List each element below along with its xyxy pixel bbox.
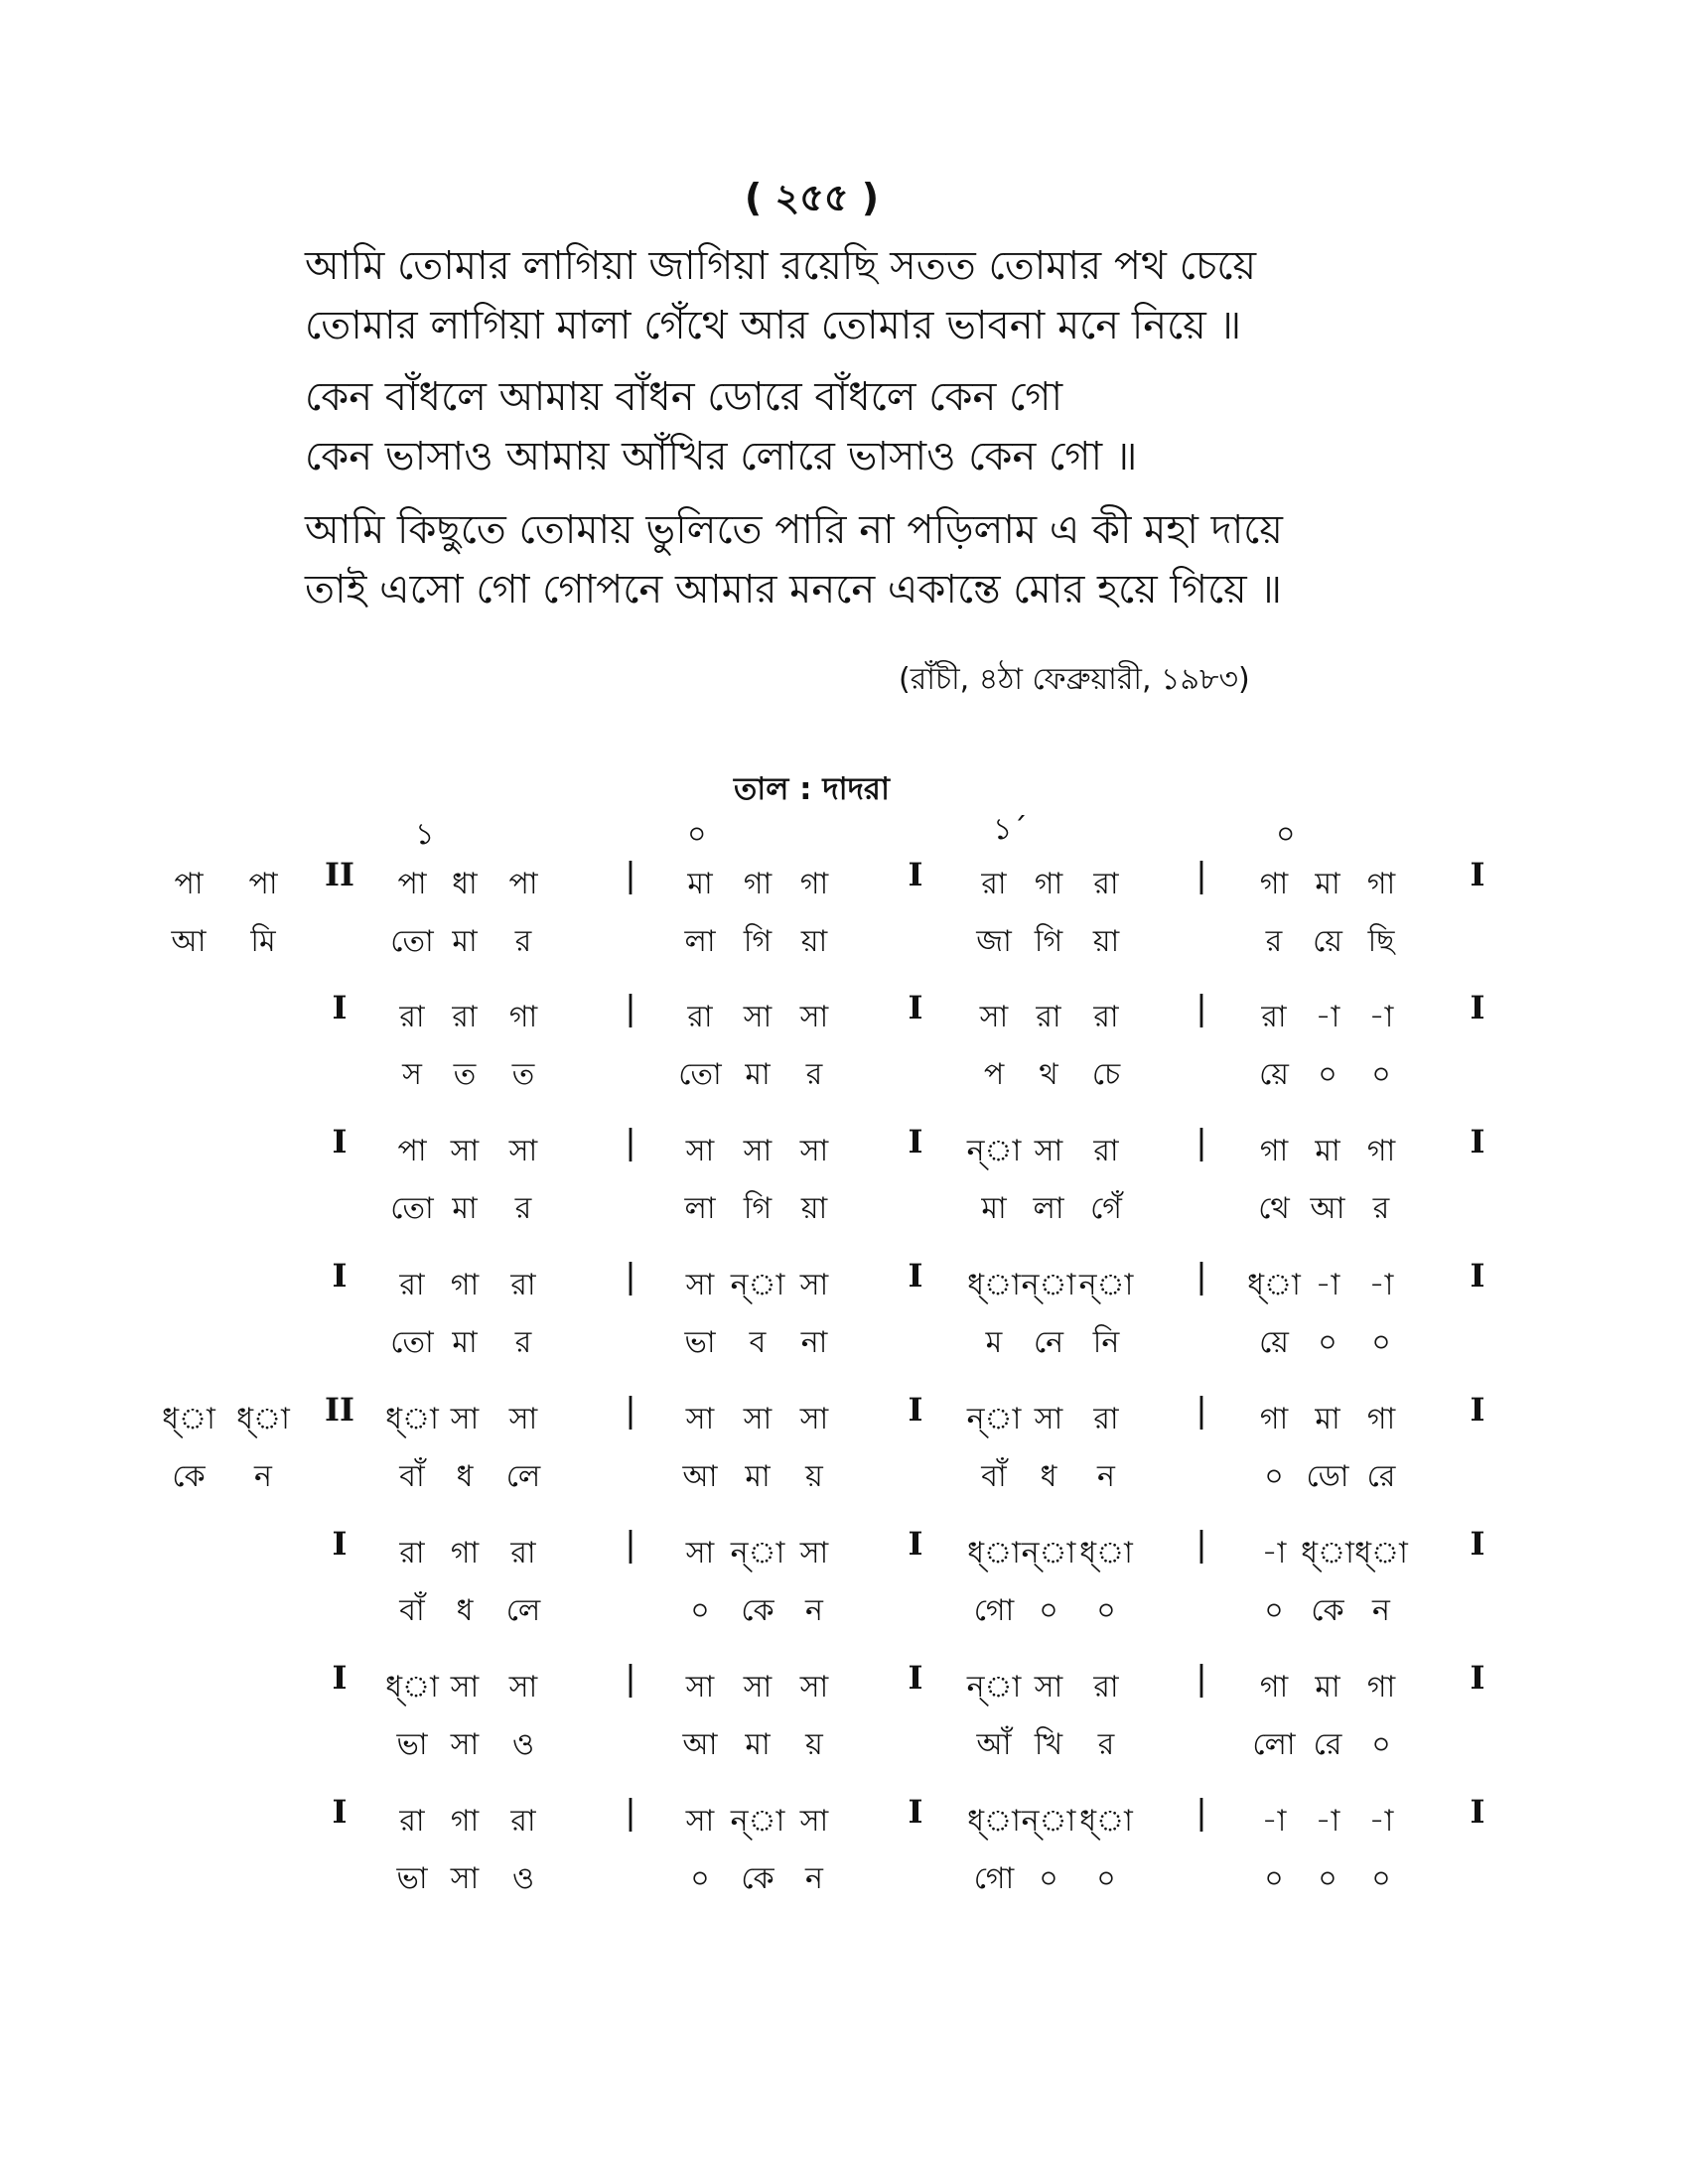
major-bar: I — [908, 1659, 923, 1697]
note: ধ্‌া — [967, 1268, 1021, 1302]
lyric-syllable: সা — [450, 1727, 480, 1762]
note: সা — [799, 1402, 829, 1436]
note: রা — [687, 1000, 713, 1034]
lyric-syllable: র — [1265, 924, 1283, 959]
lyric-syllable: গি — [743, 924, 773, 959]
note: গা — [1259, 867, 1289, 901]
start-bar: I — [332, 1257, 348, 1295]
lyric-syllable: বাঁ — [981, 1459, 1007, 1494]
lyric-syllable: ০ — [1096, 1593, 1116, 1628]
note: মা — [1315, 867, 1340, 901]
note: সা — [743, 1402, 773, 1436]
note: পা — [397, 1134, 427, 1168]
lyric-syllable: র — [805, 1057, 823, 1092]
note: সা — [685, 1536, 715, 1570]
pickup-lyric: কে — [172, 1459, 206, 1494]
major-bar: I — [1470, 1525, 1485, 1563]
lyric-syllable: ০ — [690, 1861, 710, 1896]
note: ন্‌া — [730, 1804, 785, 1839]
lyric-syllable: য়ে — [1259, 1325, 1289, 1360]
lyric-syllable: ভা — [684, 1325, 716, 1360]
note: গা — [1366, 1134, 1396, 1168]
lyric-syllable: ০ — [1371, 1861, 1391, 1896]
lyric-line-2: তোমার লাগিয়া মালা গেঁথে আর তোমার ভাবনা মনে নিয়ে ॥ — [305, 303, 1242, 348]
minor-divider: | — [1196, 1257, 1207, 1297]
lyric-syllable: প — [983, 1057, 1005, 1092]
lyric-syllable: আ — [682, 1459, 718, 1494]
beat-marker-3: ১´ — [993, 812, 1028, 847]
minor-divider: | — [1196, 1793, 1207, 1833]
note: রা — [981, 867, 1007, 901]
lyric-line-1: আমি তোমার লাগিয়া জাগিয়া রয়েছি সতত তোমার পথ চেয়ে — [305, 243, 1257, 289]
note: ন্‌া — [1021, 1536, 1076, 1570]
note: পা — [397, 867, 427, 901]
note: সা — [1034, 1670, 1063, 1705]
minor-divider: | — [625, 1793, 636, 1833]
note: -া — [1315, 1804, 1340, 1839]
note: রা — [399, 1000, 425, 1034]
lyric-syllable: য় — [805, 1727, 823, 1762]
note: ধ্‌া — [1301, 1536, 1354, 1570]
note: গা — [1366, 867, 1396, 901]
lyric-syllable: ধ — [456, 1459, 474, 1494]
lyric-syllable: য় — [805, 1459, 823, 1494]
note: রা — [1093, 867, 1119, 901]
major-bar: I — [1470, 1793, 1485, 1831]
note: সা — [450, 1134, 480, 1168]
start-bar: I — [332, 1123, 348, 1160]
lyric-syllable: লে — [505, 1593, 541, 1628]
major-bar: I — [1470, 1391, 1485, 1429]
note: গা — [743, 867, 773, 901]
note: ন্‌া — [966, 1670, 1022, 1705]
lyric-syllable: লা — [1033, 1191, 1064, 1226]
lyric-syllable: আঁ — [976, 1727, 1012, 1762]
note: -া — [1261, 1804, 1287, 1839]
lyric-syllable: গি — [1034, 924, 1063, 959]
lyric-syllable: গেঁ — [1090, 1191, 1122, 1226]
note: সা — [979, 1000, 1009, 1034]
note: গা — [1366, 1670, 1396, 1705]
minor-divider: | — [625, 1123, 636, 1162]
note: গা — [1034, 867, 1063, 901]
lyric-syllable: ০ — [1371, 1057, 1391, 1092]
lyric-syllable: আ — [682, 1727, 718, 1762]
lyric-syllable: ০ — [1318, 1861, 1337, 1896]
pickup-note: ধ্‌া — [162, 1402, 215, 1436]
lyric-syllable: লো — [1252, 1727, 1296, 1762]
lyric-syllable: লে — [505, 1459, 541, 1494]
minor-divider: | — [625, 1525, 636, 1565]
note: রা — [1093, 1134, 1119, 1168]
note: ধ্‌া — [967, 1804, 1021, 1839]
lyric-syllable: স — [402, 1057, 422, 1092]
minor-divider: | — [1196, 989, 1207, 1028]
note: রা — [452, 1000, 478, 1034]
note: সা — [508, 1402, 538, 1436]
minor-divider: | — [1196, 1123, 1207, 1162]
note: ধ্‌া — [1354, 1536, 1408, 1570]
lyric-syllable: য়া — [1092, 924, 1120, 959]
major-bar: I — [908, 989, 923, 1026]
note: ন্‌া — [966, 1402, 1022, 1436]
beat-marker-4: ০ — [1276, 817, 1296, 852]
lyric-syllable: কে — [741, 1593, 774, 1628]
note: ধ্‌া — [1247, 1268, 1301, 1302]
notation-row — [0, 1793, 1688, 1906]
lyric-syllable: ন — [805, 1861, 823, 1896]
major-bar: I — [1470, 989, 1485, 1026]
note: সা — [685, 1804, 715, 1839]
lyric-syllable: র — [1372, 1191, 1390, 1226]
note: গা — [450, 1536, 480, 1570]
lyric-syllable: বাঁ — [399, 1593, 425, 1628]
lyric-syllable: ত — [453, 1057, 477, 1092]
note: -া — [1368, 1268, 1394, 1302]
pickup-lyric: ন — [254, 1459, 272, 1494]
note: সা — [1034, 1402, 1063, 1436]
minor-divider: | — [625, 989, 636, 1028]
note: রা — [399, 1268, 425, 1302]
note: রা — [1093, 1402, 1119, 1436]
lyric-syllable: ডো — [1306, 1459, 1349, 1494]
lyric-syllable: ০ — [1096, 1861, 1116, 1896]
lyric-syllable: ব — [749, 1325, 767, 1360]
lyric-syllable: থে — [1258, 1191, 1290, 1226]
lyric-syllable: নে — [1033, 1325, 1064, 1360]
minor-divider: | — [625, 1391, 636, 1431]
lyric-syllable: ভা — [396, 1727, 428, 1762]
minor-divider: | — [625, 856, 636, 895]
lyric-syllable: মা — [745, 1727, 771, 1762]
lyric-syllable: র — [514, 1325, 532, 1360]
note: সা — [450, 1402, 480, 1436]
note: ন্‌া — [730, 1268, 785, 1302]
pickup-lyric: আ — [171, 924, 207, 959]
note: ন্‌া — [966, 1134, 1022, 1168]
lyric-syllable: জা — [976, 924, 1012, 959]
note: ধ্‌া — [1079, 1804, 1133, 1839]
lyric-line-6: তাই এসো গো গোপনে আমার মননে একান্তে মোর হয়ে গিয়ে ॥ — [305, 567, 1283, 613]
lyric-syllable: গি — [743, 1191, 773, 1226]
composition-date: (রাঁচী, ৪ঠা ফেব্রুয়ারী, ১৯৮৩) — [899, 662, 1250, 697]
note: মা — [1315, 1402, 1340, 1436]
major-bar: I — [1470, 856, 1485, 893]
lyric-syllable: ০ — [690, 1593, 710, 1628]
note: রা — [1036, 1000, 1061, 1034]
minor-divider: | — [625, 1659, 636, 1699]
beat-marker-2: ০ — [687, 817, 707, 852]
lyric-syllable: ০ — [1264, 1593, 1284, 1628]
lyric-syllable: তো — [390, 1191, 434, 1226]
major-bar: I — [908, 1257, 923, 1295]
lyric-syllable: ত — [511, 1057, 535, 1092]
lyric-syllable: ০ — [1039, 1861, 1058, 1896]
note: সা — [1034, 1134, 1063, 1168]
lyric-line-4: কেন ভাসাও আমায় আঁখির লোরে ভাসাও কেন গো ॥ — [305, 434, 1138, 479]
note: সা — [685, 1670, 715, 1705]
start-bar: I — [332, 1525, 348, 1563]
note: সা — [799, 1268, 829, 1302]
note: ধ্‌া — [1079, 1536, 1133, 1570]
lyric-syllable: ০ — [1264, 1459, 1284, 1494]
note: সা — [799, 1804, 829, 1839]
lyric-syllable: ০ — [1371, 1727, 1391, 1762]
notation-row — [0, 1525, 1688, 1638]
lyric-syllable: মা — [981, 1191, 1007, 1226]
minor-divider: | — [625, 1257, 636, 1297]
note: রা — [510, 1268, 536, 1302]
note: মা — [1315, 1134, 1340, 1168]
major-bar: I — [908, 856, 923, 893]
start-bar: I — [332, 1659, 348, 1697]
note: সা — [743, 1134, 773, 1168]
note: সা — [799, 1536, 829, 1570]
lyric-syllable: খি — [1034, 1727, 1063, 1762]
note: পা — [508, 867, 538, 901]
lyric-line-5: আমি কিছুতে তোমায় ভুলিতে পারি না পড়িলাম এ কী মহা দায়ে — [305, 507, 1283, 553]
note: রা — [510, 1804, 536, 1839]
lyric-syllable: তো — [390, 924, 434, 959]
lyric-syllable: ন — [805, 1593, 823, 1628]
lyric-syllable: ও — [511, 1727, 535, 1762]
lyric-syllable: র — [514, 924, 532, 959]
note: -া — [1368, 1000, 1394, 1034]
lyric-syllable: ০ — [1318, 1057, 1337, 1092]
lyric-syllable: র — [1097, 1727, 1115, 1762]
lyric-syllable: কে — [741, 1861, 774, 1896]
lyric-syllable: লা — [684, 924, 716, 959]
note: রা — [1093, 1000, 1119, 1034]
note: গা — [450, 1804, 480, 1839]
lyric-syllable: ম — [985, 1325, 1003, 1360]
lyric-syllable: ন — [1097, 1459, 1115, 1494]
note: ধ্‌া — [385, 1670, 439, 1705]
note: সা — [450, 1670, 480, 1705]
notation-row — [0, 1123, 1688, 1236]
start-bar: II — [325, 1391, 354, 1429]
page-number: ( ২৫৫ ) — [744, 176, 880, 219]
lyric-syllable: লা — [684, 1191, 716, 1226]
note: রা — [510, 1536, 536, 1570]
lyric-syllable: রে — [1366, 1459, 1396, 1494]
note: মা — [1315, 1670, 1340, 1705]
lyric-syllable: মা — [452, 1325, 478, 1360]
note: সা — [799, 1670, 829, 1705]
pickup-lyric: মি — [250, 924, 276, 959]
notation-row — [0, 989, 1688, 1102]
major-bar: I — [1470, 1257, 1485, 1295]
note: গা — [450, 1268, 480, 1302]
note: সা — [799, 1000, 829, 1034]
note: সা — [685, 1268, 715, 1302]
pickup-note: পা — [174, 867, 204, 901]
taal-heading: তাল : দাদরা — [734, 771, 890, 807]
beat-marker-1: ১ — [415, 817, 435, 852]
note: সা — [743, 1000, 773, 1034]
major-bar: I — [908, 1525, 923, 1563]
note: রা — [399, 1804, 425, 1839]
lyric-syllable: চে — [1091, 1057, 1121, 1092]
start-bar: I — [332, 989, 348, 1026]
lyric-syllable: ধ — [456, 1593, 474, 1628]
note: -া — [1315, 1000, 1340, 1034]
note: সা — [508, 1670, 538, 1705]
lyric-syllable: থ — [1039, 1057, 1058, 1092]
major-bar: I — [908, 1391, 923, 1429]
lyric-syllable: নি — [1092, 1325, 1120, 1360]
note: গা — [799, 867, 829, 901]
notation-row — [0, 856, 1688, 969]
note: গা — [1259, 1670, 1289, 1705]
lyric-syllable: বাঁ — [399, 1459, 425, 1494]
lyric-syllable: য়া — [800, 924, 828, 959]
lyric-syllable: ০ — [1264, 1861, 1284, 1896]
major-bar: I — [908, 1123, 923, 1160]
note: রা — [1093, 1670, 1119, 1705]
pickup-note: ধ্‌া — [236, 1402, 290, 1436]
note: মা — [687, 867, 713, 901]
lyric-syllable: গো — [973, 1861, 1015, 1896]
note: গা — [1259, 1134, 1289, 1168]
lyric-syllable: ছি — [1367, 924, 1395, 959]
lyric-line-3: কেন বাঁধলে আমায় বাঁধন ডোরে বাঁধলে কেন গো — [305, 374, 1063, 420]
lyric-syllable: র — [514, 1191, 532, 1226]
note: ন্‌া — [1078, 1268, 1134, 1302]
note: সা — [685, 1134, 715, 1168]
lyric-syllable: ও — [511, 1861, 535, 1896]
lyric-syllable: তো — [390, 1325, 434, 1360]
note: ধ্‌া — [967, 1536, 1021, 1570]
note: সা — [685, 1402, 715, 1436]
note: সা — [508, 1134, 538, 1168]
notation-row — [0, 1257, 1688, 1370]
lyric-syllable: ভা — [396, 1861, 428, 1896]
lyric-syllable: মা — [452, 1191, 478, 1226]
note: সা — [743, 1670, 773, 1705]
lyric-syllable: তো — [678, 1057, 722, 1092]
note: ন্‌া — [730, 1536, 785, 1570]
note: ধা — [452, 867, 478, 901]
notation-row — [0, 1659, 1688, 1772]
note: গা — [1366, 1402, 1396, 1436]
minor-divider: | — [1196, 1659, 1207, 1699]
note: ন্‌া — [1021, 1268, 1076, 1302]
lyric-syllable: মা — [745, 1057, 771, 1092]
lyric-syllable: আ — [1310, 1191, 1345, 1226]
minor-divider: | — [1196, 1525, 1207, 1565]
lyric-syllable: রে — [1313, 1727, 1342, 1762]
lyric-syllable: ধ — [1040, 1459, 1057, 1494]
note: -া — [1368, 1804, 1394, 1839]
note: রা — [399, 1536, 425, 1570]
major-bar: I — [908, 1793, 923, 1831]
note: গা — [1259, 1402, 1289, 1436]
minor-divider: | — [1196, 856, 1207, 895]
notation-row — [0, 1391, 1688, 1504]
lyric-syllable: য়ে — [1313, 924, 1342, 959]
start-bar: II — [325, 856, 354, 893]
lyric-syllable: ০ — [1318, 1325, 1337, 1360]
lyric-syllable: কে — [1311, 1593, 1344, 1628]
note: ন্‌া — [1021, 1804, 1076, 1839]
lyric-syllable: য়া — [800, 1191, 828, 1226]
lyric-syllable: মা — [452, 924, 478, 959]
lyric-syllable: মা — [745, 1459, 771, 1494]
start-bar: I — [332, 1793, 348, 1831]
note: রা — [1261, 1000, 1287, 1034]
minor-divider: | — [1196, 1391, 1207, 1431]
note: সা — [799, 1134, 829, 1168]
note: -া — [1261, 1536, 1287, 1570]
pickup-note: পা — [248, 867, 278, 901]
major-bar: I — [1470, 1659, 1485, 1697]
lyric-syllable: সা — [450, 1861, 480, 1896]
lyric-syllable: না — [800, 1325, 828, 1360]
lyric-syllable: য়ে — [1259, 1057, 1289, 1092]
note: -া — [1315, 1268, 1340, 1302]
note: ধ্‌া — [385, 1402, 439, 1436]
lyric-syllable: গো — [973, 1593, 1015, 1628]
major-bar: I — [1470, 1123, 1485, 1160]
lyric-syllable: ০ — [1039, 1593, 1058, 1628]
lyric-syllable: ০ — [1371, 1325, 1391, 1360]
lyric-syllable: ন — [1372, 1593, 1390, 1628]
note: গা — [508, 1000, 538, 1034]
